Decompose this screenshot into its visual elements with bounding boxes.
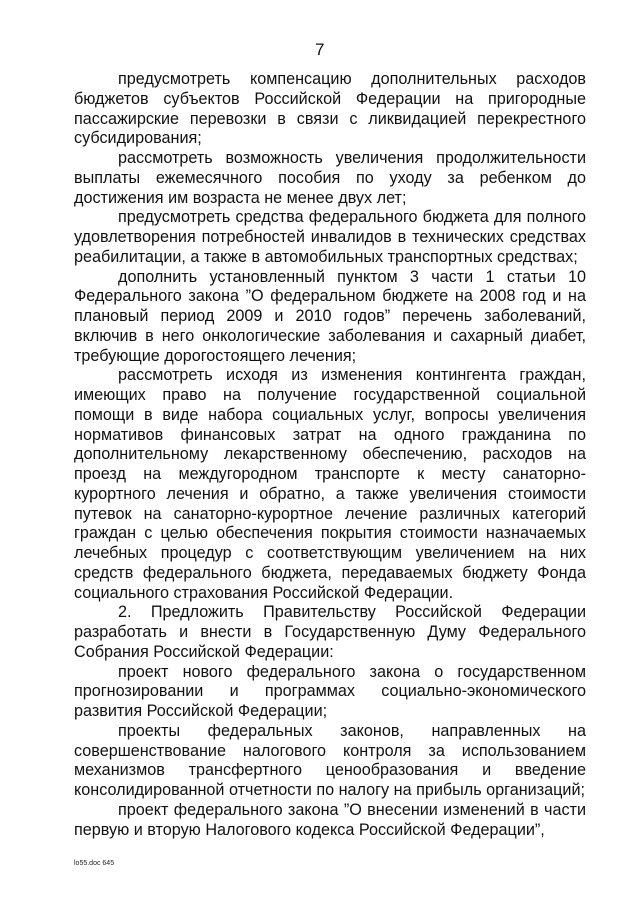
- paragraph-proposal-government: 2. Предложить Правительству Российской Федерации разработать и внести в Государственную Думу Федерального Собрания Российской Федерации:: [74, 603, 586, 661]
- paragraph-transfer-pricing-laws: проекты федеральных законов, направленных на совершенствование налогового контроля за использованием механизмов трансфертного ценообразования и введение консолидированной отчетности по налогу на прибыль организаций;: [74, 721, 586, 799]
- paragraph-disabled-rehabilitation: предусмотреть средства федерального бюджета для полного удовлетворения потребностей инвалидов в технических средствах реабилитации, а также в автомобильных транспортных средствах;: [74, 208, 586, 266]
- paragraph-forecasting-law: проект нового федерального закона о государственном прогнозировании и программах социально-экономического развития Российской Федерации;: [74, 662, 586, 720]
- page-number: 7: [315, 40, 325, 59]
- paragraph-federal-budget-law-amendment: дополнить установленный пунктом 3 части 1 статьи 10 Федерального закона ”О федеральном бюджете на 2008 год и на плановый период 2009 и 2010 годов” перечень заболеваний, включив в него онкологические заболевания и сахарный диабет, требующие дорогостоящего лечения;: [74, 267, 586, 365]
- paragraph-social-services-set: рассмотреть исходя из изменения контингента граждан, имеющих право на получение государственной социальной помощи в виде набора социальных услуг, вопросы увеличения нормативов финансовых затрат на одного гражданина по дополнительному лекарственному обеспечению, расходов на проезд на междугородном транспорте к месту санаторно-курортного лечения и обратно, а также увеличения стоимости путевок на санаторно-курортное лечение различных категорий граждан с целью обеспечения покрытия стоимости назначаемых лечебных процедур с соответствующим увеличением на них средств федерального бюджета, передаваемых бюджету Фонда социального страхования Российской Федерации.: [74, 366, 586, 602]
- paragraph-tax-code-amendment: проект федерального закона ”О внесении изменений в части первую и вторую Налогового кодекса Российской Федерации”,: [74, 800, 586, 839]
- document-body: [74, 70, 586, 840]
- paragraph-child-care-allowance: рассмотреть возможность увеличения продолжительности выплаты ежемесячного пособия по уходу за ребенком до достижения им возраста не менее двух лет;: [74, 149, 586, 207]
- file-reference-footer: lo55.doc 645: [74, 860, 115, 867]
- paragraph-compensation-transport: предусмотреть компенсацию дополнительных расходов бюджетов субъектов Российской Федерации на пригородные пассажирские перевозки в связи с ликвидацией перекрестного субсидирования;: [74, 70, 586, 148]
